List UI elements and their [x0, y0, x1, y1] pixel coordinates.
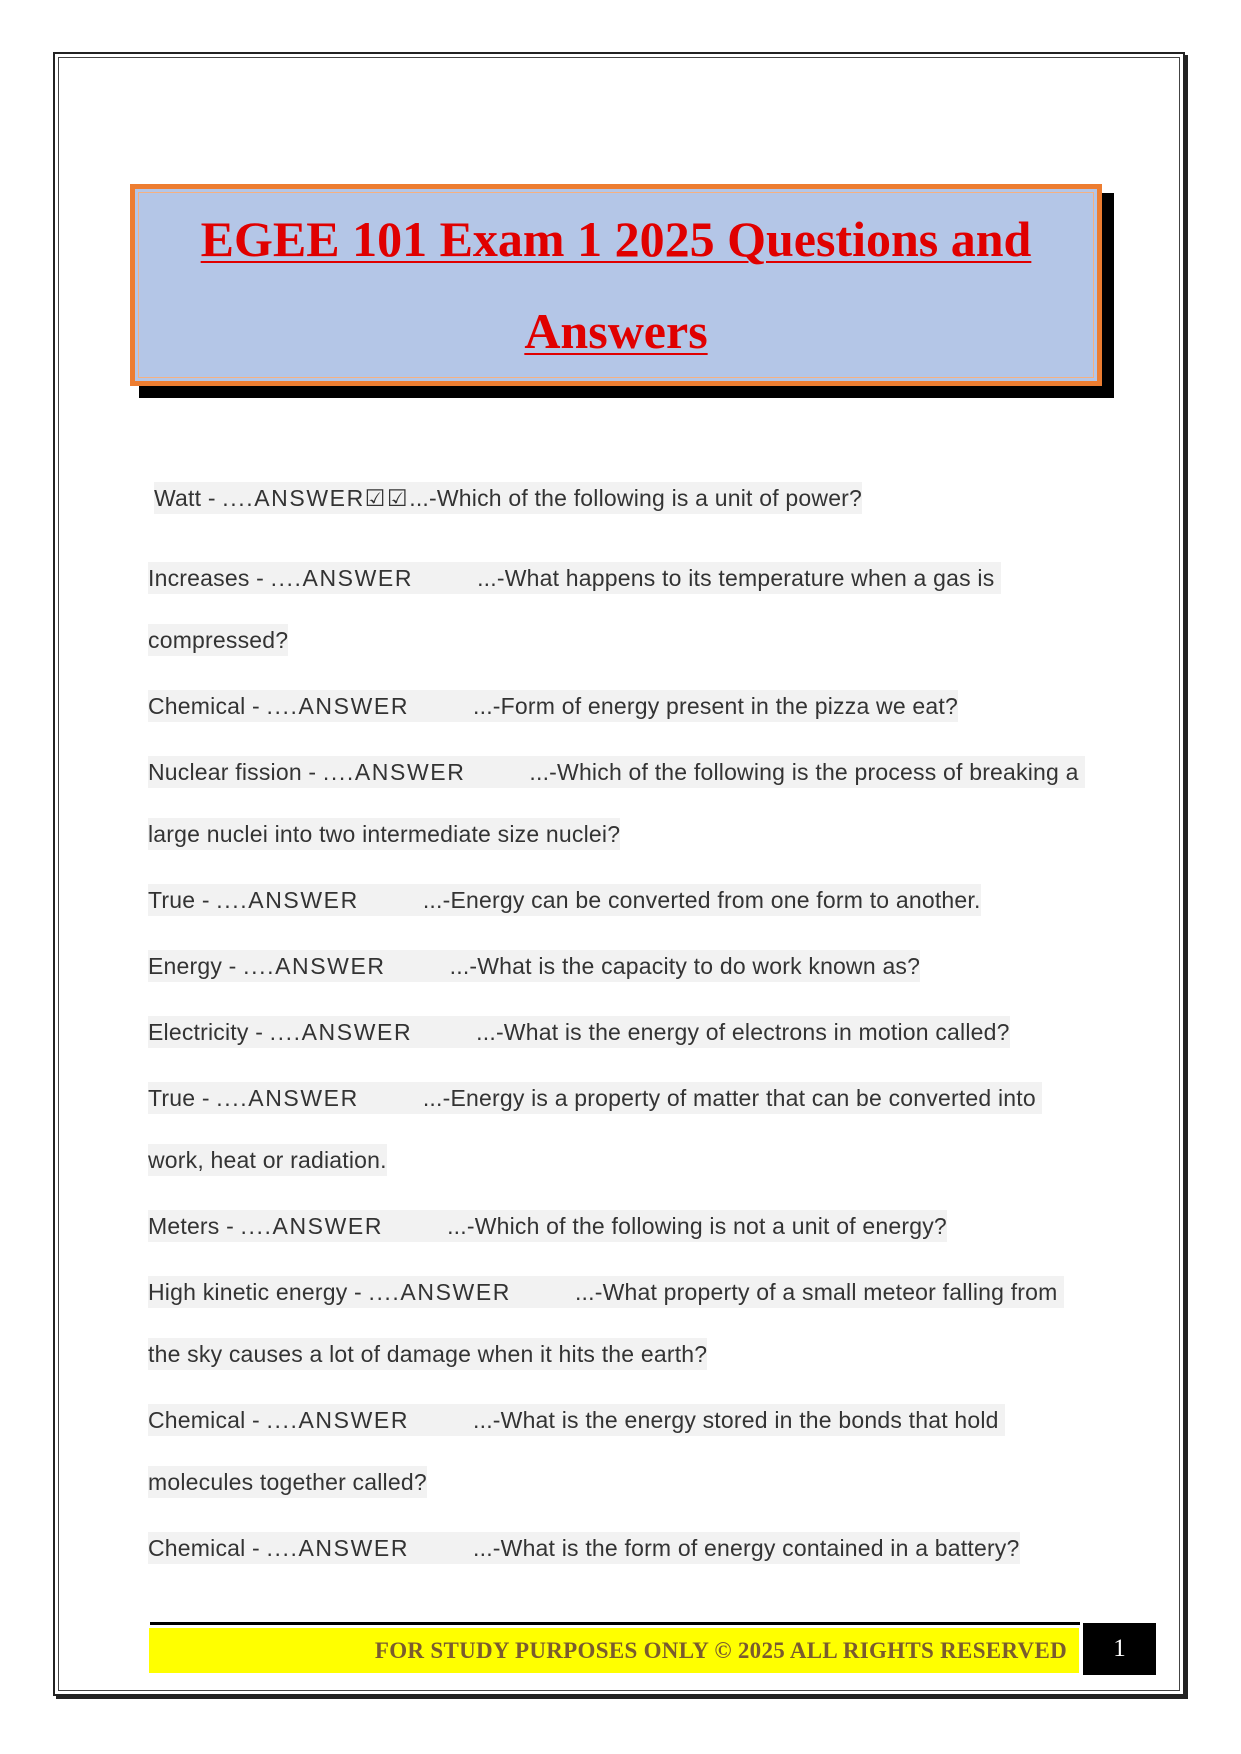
qa-item: Chemical - ....ANSWER ...-What is the form of energy contained in a battery? — [148, 1517, 1088, 1579]
footer-copyright: FOR STUDY PURPOSES ONLY © 2025 ALL RIGHTS RESERVED — [374, 1637, 1067, 1663]
qa-answer: Nuclear fission — [148, 759, 302, 785]
qa-item: Electricity - ....ANSWER ...-What is the energy of electrons in motion called? — [148, 1001, 1088, 1063]
qa-answer-marker: ....ANSWER — [269, 1019, 413, 1045]
qa-item: Meters - ....ANSWER ...-Which of the following is not a unit of energy? — [148, 1195, 1088, 1257]
qa-answer: High kinetic energy — [148, 1279, 348, 1305]
qa-question: ...-What is the capacity to do work known as? — [449, 953, 921, 979]
qa-answer: Energy — [148, 953, 223, 979]
qa-answer-marker: ....ANSWER — [270, 565, 414, 591]
qa-question: ...-Form of energy present in the pizza we eat? — [473, 693, 958, 719]
qa-answer: True — [148, 1085, 196, 1111]
qa-item: True - ....ANSWER ...-Energy can be converted from one form to another. — [148, 869, 1088, 931]
qa-answer-marker: ....ANSWER — [216, 1085, 359, 1111]
qa-item: Increases - ....ANSWER ...-What happens to its temperature when a gas is compressed? — [148, 547, 1088, 671]
qa-answer: Meters — [148, 1213, 220, 1239]
qa-question: ...-Which of the following is the process of breaking a large nuclei into two intermediate size nuclei? — [148, 759, 1086, 847]
qa-item: High kinetic energy - ....ANSWER ...-What property of a small meteor falling from the sky causes a lot of damage when it hits the earth? — [148, 1261, 1088, 1385]
qa-answer-marker: ....ANSWER — [216, 887, 359, 913]
qa-question: ...-What is the energy stored in the bonds that hold molecules together called? — [148, 1407, 1006, 1495]
qa-question: ...-Which of the following is a unit of power? — [409, 485, 863, 511]
qa-answer: Electricity — [148, 1019, 249, 1045]
qa-answer-marker: ....ANSWER — [266, 1407, 410, 1433]
qa-question: ...-What is the form of energy contained in a battery? — [473, 1535, 1020, 1561]
qa-answer: Chemical — [148, 1407, 246, 1433]
qa-item: Chemical - ....ANSWER ...-Form of energy present in the pizza we eat? — [148, 675, 1088, 737]
qa-list — [148, 467, 1088, 1583]
document-title-line-2: Answers — [524, 303, 708, 359]
qa-item: Energy - ....ANSWER ...-What is the capacity to do work known as? — [148, 935, 1088, 997]
qa-answer: Watt — [154, 485, 202, 511]
qa-answer-marker: ....ANSWER — [368, 1279, 511, 1305]
qa-item: Watt - ....ANSWER☑☑...-Which of the following is a unit of power? — [148, 467, 1088, 529]
qa-answer: Increases — [148, 565, 250, 591]
page-number: 1 — [1083, 1623, 1156, 1675]
qa-question: ...-Energy is a property of matter that can be converted into work, heat or radiation. — [148, 1085, 1043, 1173]
qa-answer-marker: ....ANSWER — [266, 1535, 410, 1561]
qa-answer-marker: ....ANSWER☑☑ — [222, 485, 410, 511]
qa-answer-marker: ....ANSWER — [240, 1213, 384, 1239]
qa-answer-marker: ....ANSWER — [243, 953, 386, 979]
footer-rule — [150, 1622, 1080, 1625]
footer-bar — [149, 1628, 1079, 1673]
qa-answer: True — [148, 887, 196, 913]
qa-question: ...-What is the energy of electrons in motion called? — [476, 1019, 1010, 1045]
qa-answer: Chemical — [148, 693, 246, 719]
qa-item: True - ....ANSWER ...-Energy is a property of matter that can be converted into work, heat or radiation. — [148, 1067, 1088, 1191]
title-box — [130, 184, 1102, 386]
qa-question: ...-Which of the following is not a unit of energy? — [447, 1213, 947, 1239]
qa-answer-marker: ....ANSWER — [266, 693, 410, 719]
document-title-line-1: EGEE 101 Exam 1 2025 Questions and — [200, 211, 1032, 267]
qa-answer-marker: ....ANSWER — [322, 759, 466, 785]
qa-item: Nuclear fission - ....ANSWER ...-Which of the following is the process of breaking a large nuclei into two intermediate size nuclei? — [148, 741, 1088, 865]
qa-item: Chemical - ....ANSWER ...-What is the energy stored in the bonds that hold molecules together called? — [148, 1389, 1088, 1513]
qa-question: ...-Energy can be converted from one form to another. — [422, 887, 981, 913]
qa-question: ...-What happens to its temperature when a gas is compressed? — [148, 565, 1002, 653]
qa-question: ...-What property of a small meteor falling from the sky causes a lot of damage when it hits the earth? — [148, 1279, 1065, 1367]
qa-answer: Chemical — [148, 1535, 246, 1561]
